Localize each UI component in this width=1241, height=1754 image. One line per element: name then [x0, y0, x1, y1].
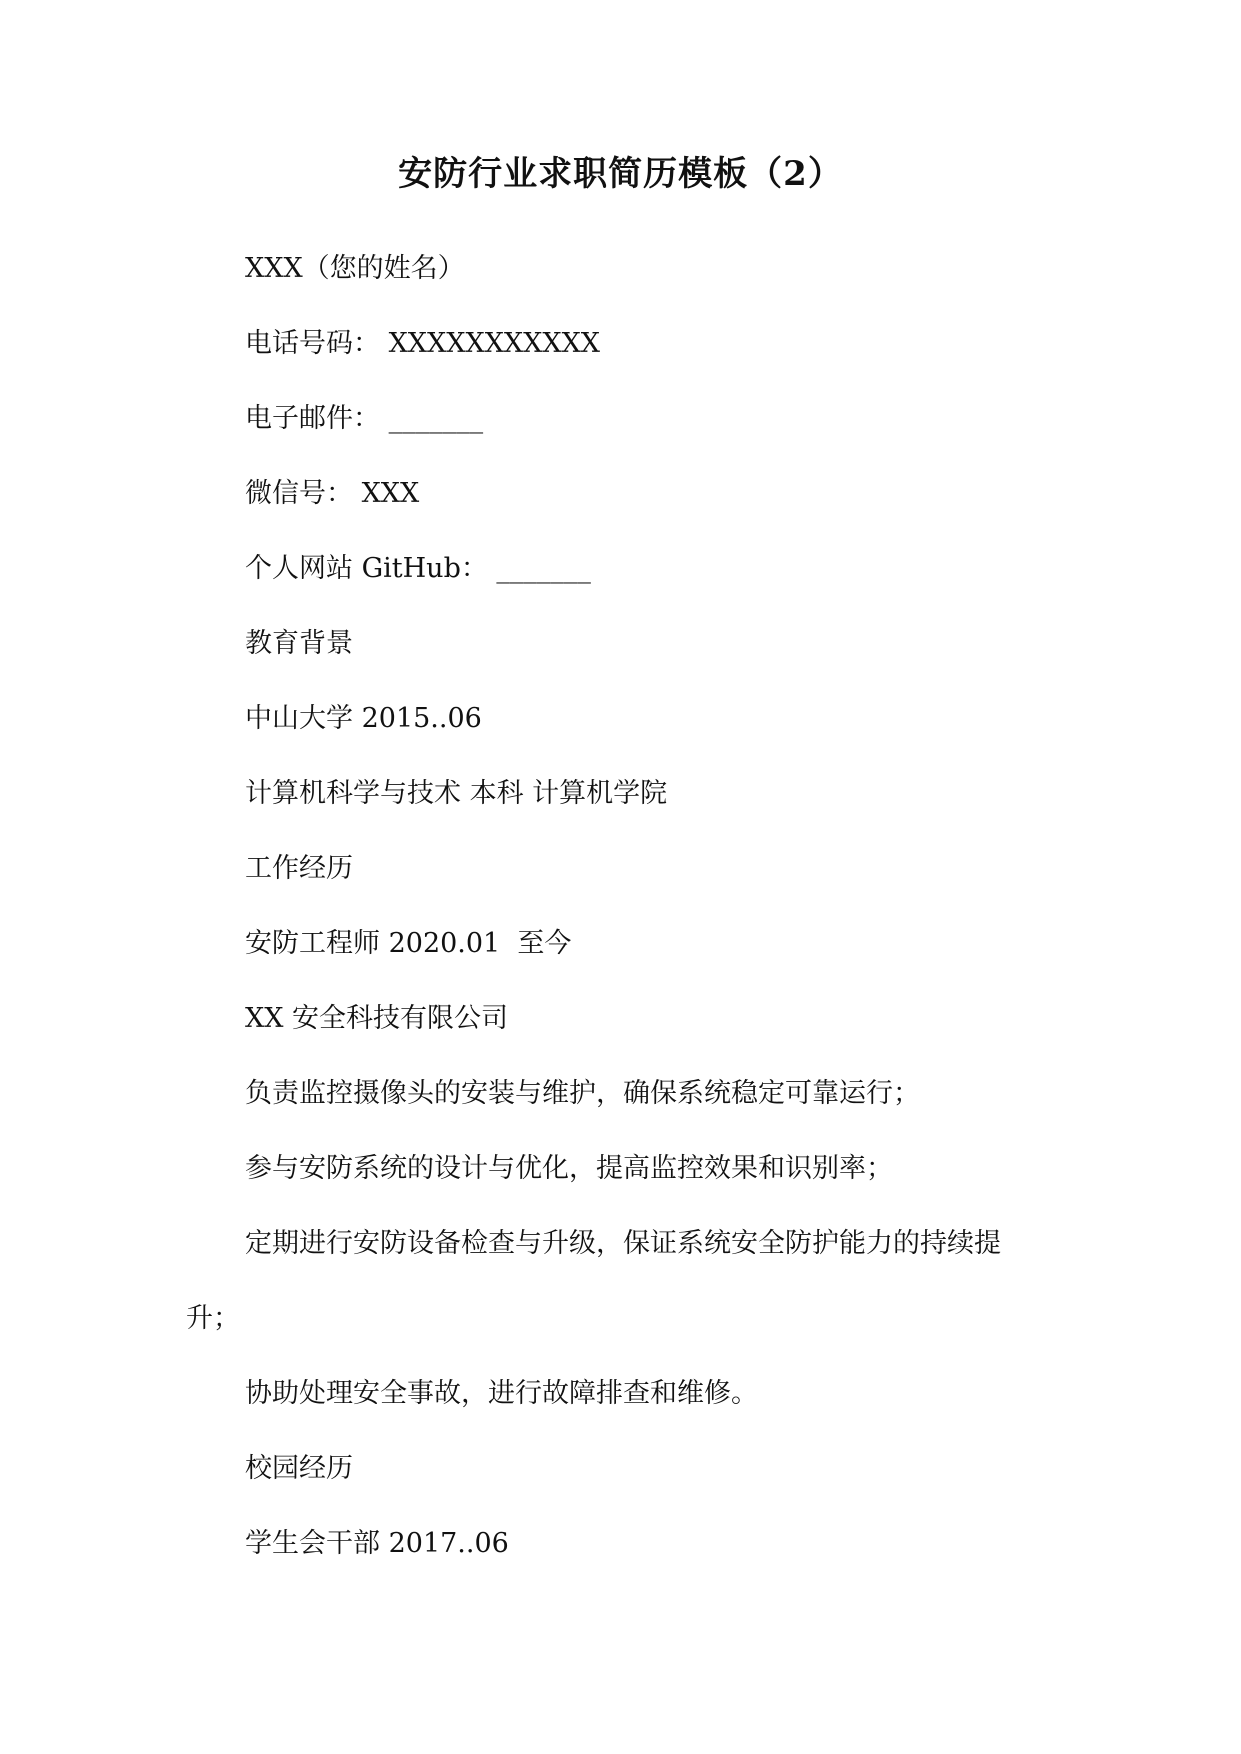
education-major-line: 计算机科学与技术 本科 计算机学院: [245, 778, 668, 809]
education-school-line: 中山大学 2015..06: [245, 703, 482, 734]
work-duty-paragraph-first-line: 定期进行安防设备检查与升级，保证系统安全防护能力的持续提: [245, 1228, 1001, 1259]
campus-role-line: 学生会干部 2017..06: [245, 1528, 509, 1559]
wechat-line: 微信号： XXX: [245, 478, 420, 509]
website-line: 个人网站 GitHub： _______: [245, 553, 591, 584]
work-duty-line: 协助处理安全事故，进行故障排查和维修。: [245, 1378, 758, 1409]
work-company-line: XX 安全科技有限公司: [245, 1003, 509, 1034]
email-line: 电子邮件： _______: [245, 403, 484, 434]
section-heading-campus: 校园经历: [245, 1453, 353, 1484]
work-duty-paragraph-second-line: 升；: [186, 1303, 240, 1334]
section-heading-education: 教育背景: [245, 628, 353, 659]
work-duty-paragraph: [186, 1225, 1066, 1338]
phone-line: 电话号码： XXXXXXXXXXX: [245, 328, 601, 359]
work-duty-line: 负责监控摄像头的安装与维护，确保系统稳定可靠运行；: [245, 1078, 920, 1109]
name-line: XXX（您的姓名）: [245, 253, 465, 284]
section-heading-work: 工作经历: [245, 853, 353, 884]
work-duty-line: 参与安防系统的设计与优化，提高监控效果和识别率；: [245, 1153, 893, 1184]
document-title: 安防行业求职简历模板（2）: [398, 154, 843, 194]
work-position-line: 安防工程师 2020.01 至今: [245, 928, 572, 959]
